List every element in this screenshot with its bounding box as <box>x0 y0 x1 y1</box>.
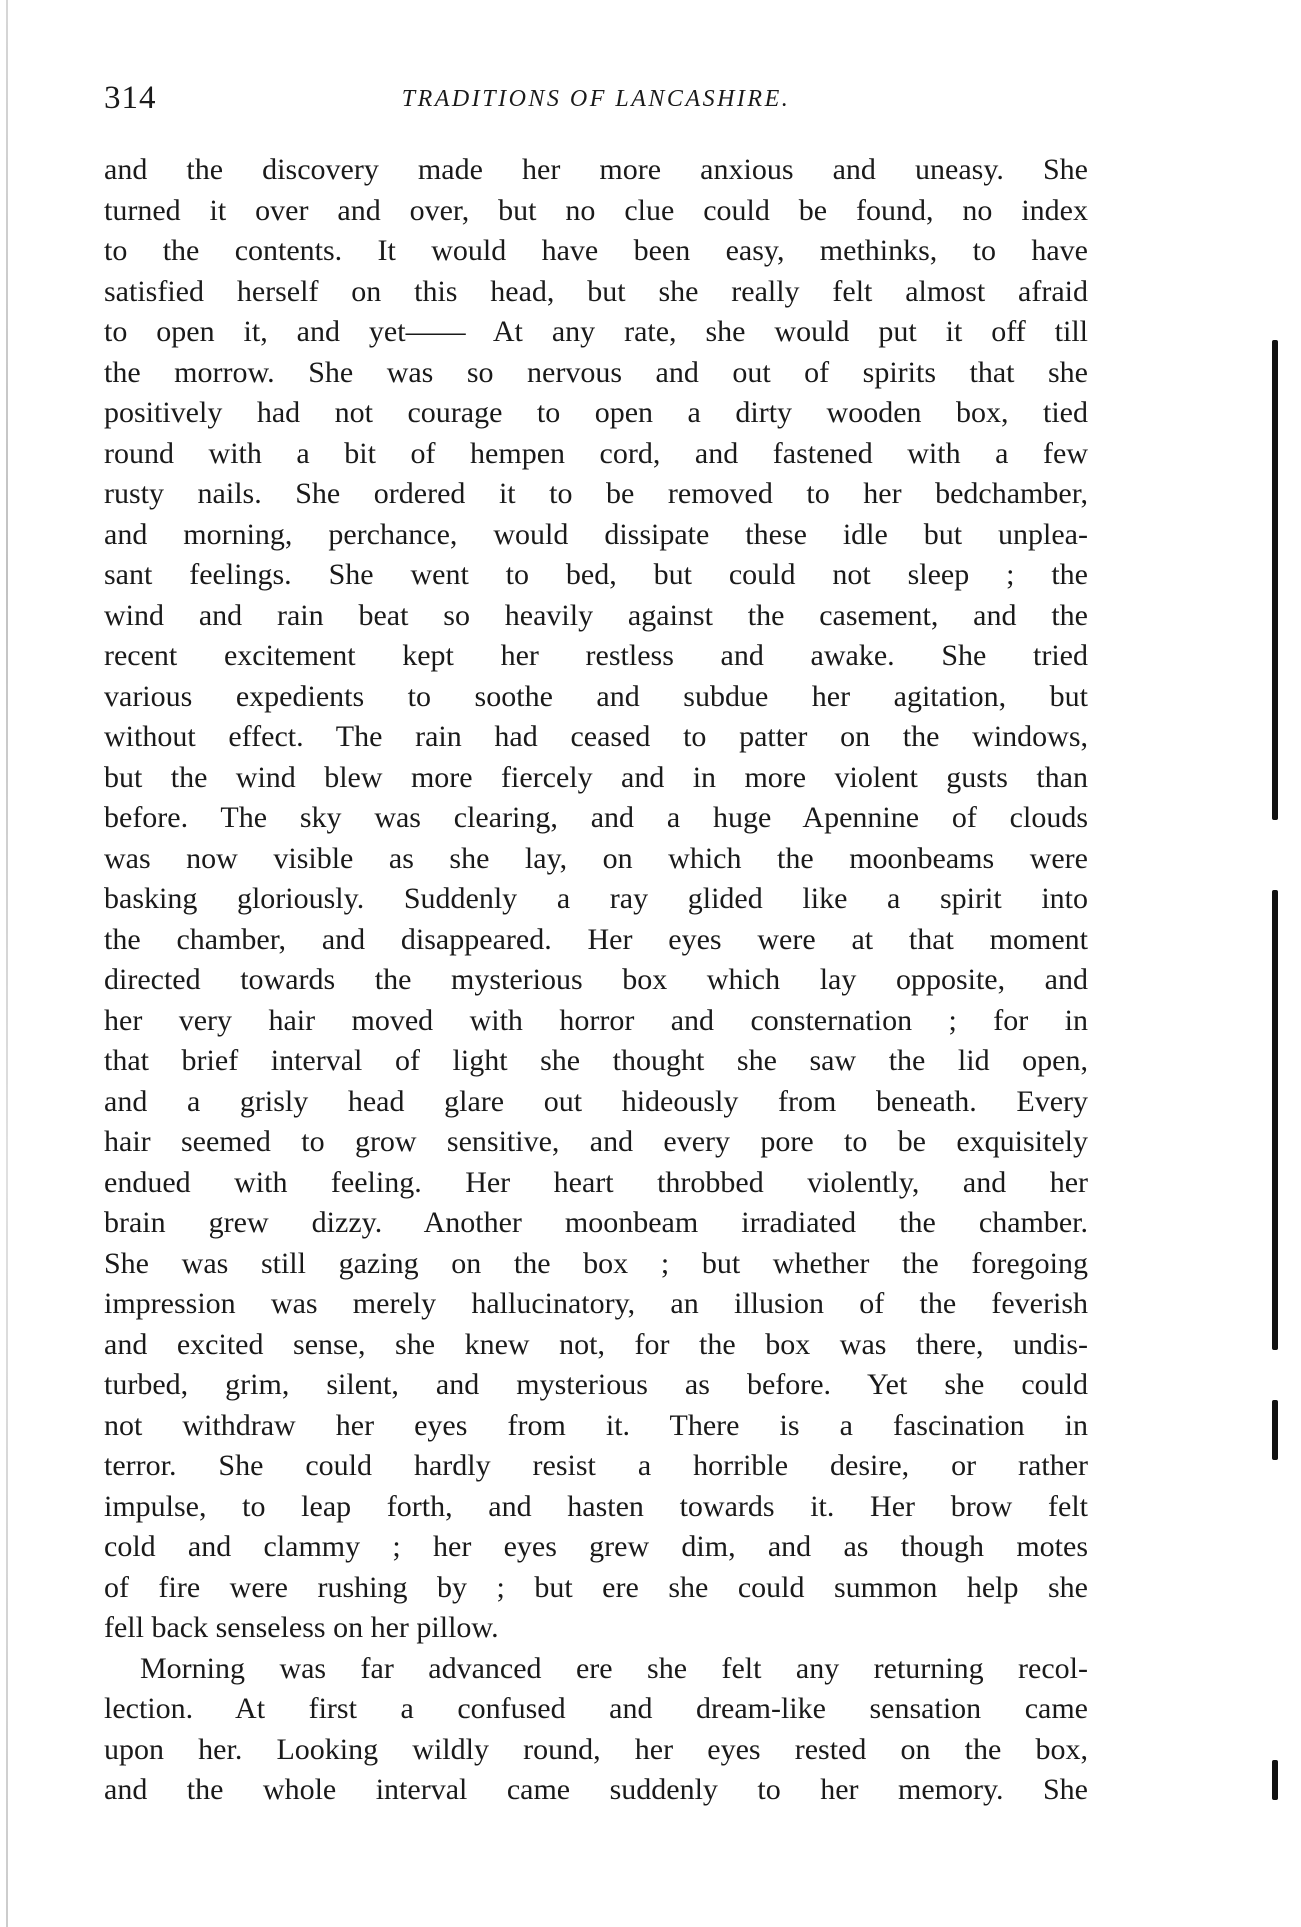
text-line: brain grew dizzy. Another moonbeam irradiated the chamber. <box>104 1206 1088 1239</box>
text-line: was now visible as she lay, on which the moonbeams were <box>104 841 1088 875</box>
text-line: lection. At first a confused and dream-like sensation came <box>104 1692 1088 1725</box>
text-line: cold and clammy ; her eyes grew dim, and as though motes <box>104 1530 1088 1563</box>
edge-shadow-bar <box>1272 890 1278 1350</box>
edge-shadow-bar <box>1272 340 1278 820</box>
text-line: endued with feeling. Her heart throbbed violently, and her <box>104 1165 1088 1199</box>
text-line: and morning, perchance, would dissipate these idle but unplea- <box>104 517 1088 551</box>
body-text <box>104 150 1088 1811</box>
text-line: turned it over and over, but no clue could be found, no index <box>104 193 1088 227</box>
text-line: various expedients to soothe and subdue her agitation, but <box>104 679 1088 713</box>
text-line: Morning was far advanced ere she felt any returning recol- <box>140 1651 1088 1685</box>
text-line: turbed, grim, silent, and mysterious as before. Yet she could <box>104 1368 1088 1401</box>
text-line: to the contents. It would have been easy, methinks, to have <box>104 234 1088 267</box>
text-line: the chamber, and disappeared. Her eyes were at that moment <box>104 922 1088 956</box>
text-line: satisfied herself on this head, but she really felt almost afraid <box>104 274 1088 308</box>
text-line: hair seemed to grow sensitive, and every pore to be exquisitely <box>104 1125 1088 1158</box>
text-line: impulse, to leap forth, and hasten towards it. Her brow felt <box>104 1489 1088 1523</box>
running-title: TRADITIONS OF LANCASHIRE. <box>401 86 791 112</box>
text-line: the morrow. She was so nervous and out of spirits that she <box>104 355 1088 389</box>
text-line: She was still gazing on the box ; but whether the foregoing <box>104 1246 1088 1280</box>
text-line: round with a bit of hempen cord, and fastened with a few <box>104 436 1088 470</box>
text-line: not withdraw her eyes from it. There is a fascination in <box>104 1408 1088 1442</box>
text-line: before. The sky was clearing, and a huge Apennine of clouds <box>104 801 1088 834</box>
text-line: positively had not courage to open a dirty wooden box, tied <box>104 396 1088 429</box>
text-line: sant feelings. She went to bed, but could not sleep ; the <box>104 558 1088 591</box>
text-line: terror. She could hardly resist a horrible desire, or rather <box>104 1449 1088 1482</box>
running-head <box>104 80 1088 120</box>
text-line: and excited sense, she knew not, for the box was there, undis- <box>104 1327 1088 1361</box>
text-line: wind and rain beat so heavily against the casement, and the <box>104 598 1088 632</box>
text-line: of fire were rushing by ; but ere she could summon help she <box>104 1570 1088 1604</box>
edge-shadow-bar <box>1272 1760 1278 1800</box>
text-line: basking gloriously. Suddenly a ray glided like a spirit into <box>104 882 1088 915</box>
text-line: without effect. The rain had ceased to patter on the windows, <box>104 720 1088 753</box>
text-line: and the discovery made her more anxious and uneasy. She <box>104 153 1088 186</box>
page-edge-right <box>1257 0 1291 1927</box>
text-line: her very hair moved with horror and consternation ; for in <box>104 1003 1088 1037</box>
text-line: fell back senseless on her pillow. <box>104 1611 499 1644</box>
text-line: but the wind blew more fiercely and in more violent gusts than <box>104 760 1088 794</box>
text-line: that brief interval of light she thought she saw the lid open, <box>104 1044 1088 1077</box>
text-line: directed towards the mysterious box which lay opposite, and <box>104 963 1088 996</box>
text-line: recent excitement kept her restless and awake. She tried <box>104 639 1088 672</box>
text-line: impression was merely hallucinatory, an illusion of the feverish <box>104 1287 1088 1320</box>
text-line: rusty nails. She ordered it to be removed to her bedchamber, <box>104 477 1088 510</box>
page-edge-left <box>6 0 8 1927</box>
text-line: to open it, and yet—— At any rate, she would put it off till <box>104 315 1088 348</box>
text-line: and a grisly head glare out hideously from beneath. Every <box>104 1084 1088 1118</box>
edge-shadow-bar <box>1272 1400 1278 1460</box>
page-number: 314 <box>104 80 157 116</box>
text-line: upon her. Looking wildly round, her eyes rested on the box, <box>104 1732 1088 1766</box>
text-line: and the whole interval came suddenly to her memory. She <box>104 1773 1088 1806</box>
